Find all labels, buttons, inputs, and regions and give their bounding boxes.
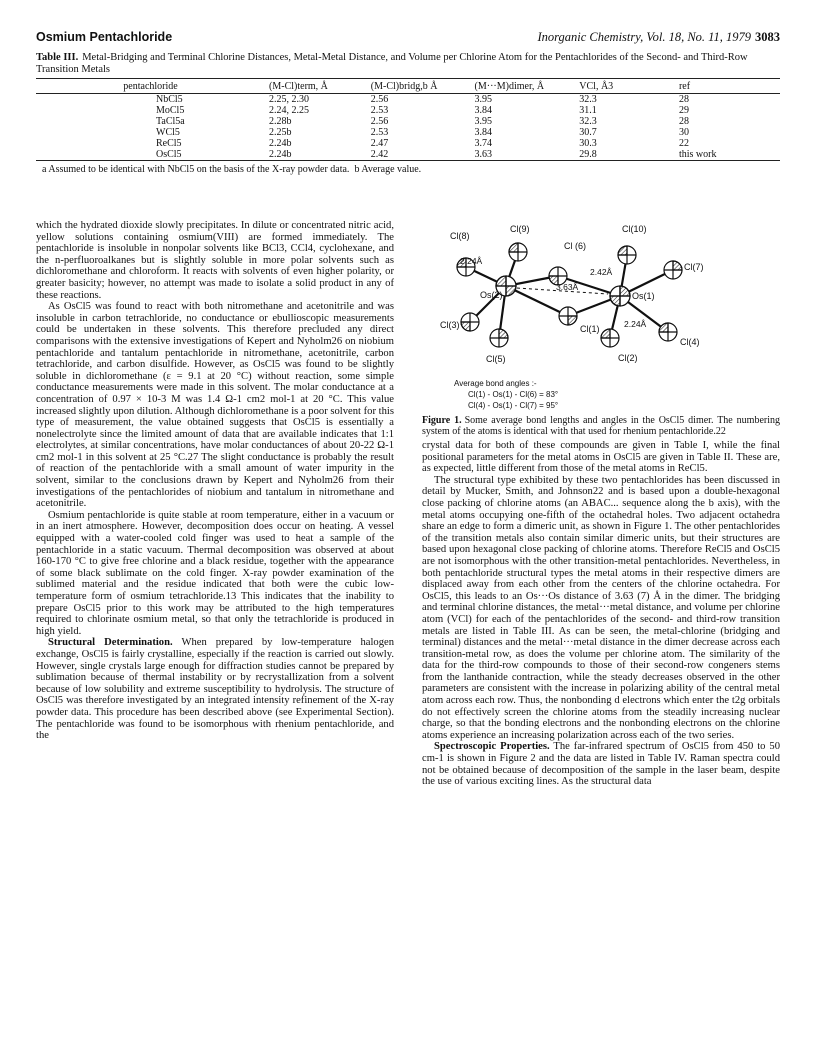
page-number: 3083 <box>755 30 780 44</box>
table-cell: 2.47 <box>370 138 389 149</box>
atom-cl4 <box>659 323 677 341</box>
table-cell: 30.7 <box>579 127 597 138</box>
table-cell: this work <box>675 149 780 161</box>
table-cell: 2.53 <box>370 127 389 138</box>
atom-label-os2: Os(2) <box>480 290 503 300</box>
atom-cl5 <box>490 329 508 347</box>
table-cell: 3.84 <box>474 127 493 138</box>
col-header-ref: ref <box>675 79 780 94</box>
atom-label-cl5: Cl(5) <box>486 354 506 364</box>
table-cell: 2.25b <box>269 127 292 138</box>
table-cell: 32.3 <box>579 94 597 105</box>
table-row <box>36 138 780 149</box>
table-footnotes <box>36 164 780 175</box>
atom-label-cl4: Cl(4) <box>680 337 700 347</box>
table-header-row <box>36 79 780 94</box>
bond-length-os-os: 3.63Å <box>556 282 579 292</box>
running-head <box>36 30 780 46</box>
atom-label-cl9: Cl(9) <box>510 224 530 234</box>
angle-cl4-os1-cl7: Cl(4) - Os(1) - Cl(7) = 95° <box>468 401 559 410</box>
paragraph: Osmium pentachloride is quite stable at room temperature, either in a vacuum or in an inert atmosphere. However, decomposition does occur on heating. A vessel equipped with a water-cooled cold finger was used to heat a sample of the pentachloride in a static vacuum. Thermal decomposition was observed at about 160-170 °C to give free chlorine and a black residue, together with the appearance of some black sublimate on the cold finger. X-ray powder examination of the sublimed material and the residue indicated that both were the cubic low-temperature form of osmium tetrachloride.13 This indicates that the inability to prepare OsCl5 prior to this work may be attributed to the high temperatures required to chlorinate osmium metal, so that only the tetrachloride is produced in high yield. <box>36 509 394 637</box>
section-heading: Spectroscopic Properties. <box>434 741 550 753</box>
table-cell: 28 <box>678 94 689 105</box>
running-head-title: Osmium Pentachloride <box>36 30 173 44</box>
table-cell: OsCl5 <box>36 149 265 161</box>
angles-title: Average bond angles :- <box>454 379 537 388</box>
table-row <box>36 105 780 116</box>
table-cell: WCl5 <box>156 127 180 138</box>
atom-label-cl2: Cl(2) <box>618 353 638 363</box>
table-cell: 2.25, 2.30 <box>269 94 310 105</box>
atom-os1 <box>610 286 630 306</box>
table-row <box>36 149 780 161</box>
table-cell: 2.24b <box>265 149 367 161</box>
table-cell: 30 <box>678 127 689 138</box>
table-cell: 2.56 <box>370 116 389 127</box>
bond-length-os1-cl2: 2.24Å <box>624 319 647 329</box>
atom-label-cl7: Cl(7) <box>684 262 704 272</box>
table-cell: NbCl5 <box>156 94 183 105</box>
table-cell: 3.95 <box>474 94 493 105</box>
table-row <box>36 116 780 127</box>
figure-1 <box>422 220 780 435</box>
paragraph-text: The far-infrared spectrum of OsCl5 from 450 to 50 cm-1 is shown in Figure 2 and the data are listed in Table IV. Raman spectra could not be obtained because of decomposition of the sample in the laser beam, despite the use of various exciting lines. As the structural data <box>422 741 780 788</box>
table-cell: 2.24b <box>269 138 292 149</box>
table-cell: 3.63 <box>471 149 576 161</box>
table-cell: 2.53 <box>370 105 389 116</box>
table-caption-text: Metal-Bridging and Terminal Chlorine Distances, Metal-Metal Distance, and Volume per Chlorine Atom for the Pentachlorides of the Second- and Third-Row Transition Metals <box>36 52 748 75</box>
table-cell: TaCl5a <box>156 116 185 127</box>
right-column <box>422 440 780 788</box>
table-iii-grid <box>36 78 780 161</box>
table-cell: MoCl5 <box>156 105 185 116</box>
table-cell: ReCl5 <box>156 138 182 149</box>
atom-cl10 <box>618 246 636 264</box>
table-caption <box>36 52 780 76</box>
table-cell: 29.8 <box>575 149 675 161</box>
table-cell: 3.84 <box>474 105 493 116</box>
section-heading: Structural Determination. <box>48 637 173 649</box>
atom-label-cl8: Cl(8) <box>450 231 470 241</box>
table-label: Table III. <box>36 52 79 63</box>
table-cell: 29 <box>678 105 689 116</box>
table-footnote-a: a Assumed to be identical with NbCl5 on the basis of the X-ray powder data. <box>42 164 350 175</box>
atom-cl9 <box>509 243 527 261</box>
paragraph-text: When prepared by low-temperature halogen exchange, OsCl5 is fairly crystalline, especially if the reaction is carried out slowly. However, single crystals large enough for diffraction studies cannot be prepared by sublimation because of thermal instability or by recrystallization from a solvent because of low solubility and extreme susceptibility to hydrolysis. The structure of OsCl5 was therefore investigated by an integrated intensity refinement of the X-ray powder data. This procedure has been described above (see Experimental Section). The pentachloride was found to be isomorphous with rhenium pentachloride, and the <box>36 637 394 742</box>
atom-label-cl1: Cl(1) <box>580 324 600 334</box>
table-cell: 28 <box>678 116 689 127</box>
bond-length-os2-cl8: 2.24Å <box>460 256 483 266</box>
osmium-dimer-diagram <box>422 220 780 380</box>
table-cell: 32.3 <box>579 116 597 127</box>
bond-length-os1-cl6: 2.42Å <box>590 267 613 277</box>
paragraph: The structural type exhibited by these two pentachlorides has been discussed in detail by Mucker, Smith, and Johnson22 and is based upon a double-hexagonal close packing of chlorine atoms (an ABAC... sequence along the b axis), with the metal atoms occupying one-fifth of the octahedral holes. Two adjacent octahedra share an edge to form a dimeric unit, as shown in Figure 1. The other pentachlorides of the transition metals also contain similar dimeric units, but their structures are based upon hexagonal close packing of chlorine atoms. Therefore ReCl5 and OsCl5 are not isomorphous with the other transition-metal pentachlorides. Nevertheless, in both pentachloride structural types the metal atoms in their respective dimers are displaced away from each other from the centers of the chlorine octahedra. For OsCl5, this leads to an Os···Os distance of 3.63 (7) Å in the dimer. The bridging and terminal chlorine distances, the metal···metal distance, and volume per chlorine atom (VCl) for each of the pentachlorides of the second- and third-row transition metals are listed in Table III. As can be seen, the metal-chlorine (bridging and terminal) distances and the metal···metal distance in the dimer decrease across each transition-metal row, as does the volume per chlorine atom. The similarity of the data for the third-row compounds to those of their second-row congeners stems from the lanthanide contraction, while the steady decreases observed in the other parameters are consistent with the increase in polarizing ability of the central metal atom across each row. Thus, the nonbonding d electrons which enter the t2g orbitals do not effectively screen the chlorine atoms from the steadily increasing nuclear charge, so that the bonding electrons and the nonbonding electrons on the chlorine atoms experience an increasing polarization across each of the two series. <box>422 474 780 741</box>
bond-angles-legend <box>454 378 558 411</box>
col-header-term: (M-Cl)term, Å <box>265 79 367 94</box>
atom-label-cl10: Cl(10) <box>622 224 647 234</box>
atom-cl1 <box>559 307 577 325</box>
table-cell: 31.1 <box>579 105 597 116</box>
paragraph: crystal data for both of these compounds are given in Table I, while the final positional parameters for the metal atoms in OsCl5 are given in Table II. These are, as expected, little different from those of the metal atoms in ReCl5. <box>422 440 780 475</box>
atom-label-cl6: Cl (6) <box>564 241 586 251</box>
col-header-vcl: VCl, Å3 <box>575 79 675 94</box>
table-row <box>36 127 780 138</box>
table-cell: 2.42 <box>367 149 471 161</box>
paragraph-spectroscopic-properties <box>422 741 780 787</box>
running-head-journal <box>537 30 780 45</box>
col-header-pentachloride: pentachloride <box>36 79 265 94</box>
figure-caption <box>422 415 780 437</box>
paragraph: As OsCl5 was found to react with both nitromethane and acetonitrile and was insoluble in carbon tetrachloride, no conductance or ebullioscopic measurements could be undertaken in these solvents. This therefore precluded any direct comparisons with the extensive investigations of Kepert and Nyholm26 on niobium pentachloride and tantalum pentachloride in nitromethane, acetonitrile, carbon tetrachloride, and carbon disulfide. However, as OsCl5 was found to be slightly soluble in dichloromethane (ε = 9.1 at 20 °C) without reaction, some simple conductance measurements were made in this solvent. The molar conductance at a concentration of 0.97 × 10-3 M was 1.4 Ω-1 cm2 mol-1 at 20 °C. This value increased slightly upon dilution. Although dichloromethane is a poor solvent for this type of measurement, the value obtained suggests that OsCl5 is essentially a nonelectrolyte since the limited amount of data that are available indicates that 1:1 electrolytes, at similar concentrations, have molar conductances of about 20-22 Ω-1 cm2 mol-1 in this solvent at 25 °C.27 The slight conductance is probably the result of reaction of the pentachloride with a small amount of water impurity in the solvent, similar to the conclusions drawn by Kepert and Nyholm26 from their investigations of the pentachlorides of niobium and tantalum in nitromethane and acetonitrile. <box>36 301 394 510</box>
paragraph-structural-determination <box>36 637 394 741</box>
atom-cl2 <box>601 329 619 347</box>
table-cell: 30.3 <box>579 138 597 149</box>
table-cell: 2.28b <box>269 116 292 127</box>
journal-citation: Inorganic Chemistry, Vol. 18, No. 11, 1979 <box>537 30 751 44</box>
table-cell: 3.95 <box>474 116 493 127</box>
atom-label-cl3: Cl(3) <box>440 320 460 330</box>
table-cell: 2.24, 2.25 <box>269 105 310 116</box>
paragraph: which the hydrated dioxide slowly precipitates. In dilute or concentrated nitric acid, yellow solutions containing osmium(VIII) are formed immediately. The pentachloride is insoluble in nonpolar solvents like BCl3, CCl4, cyclohexane, and the n-perfluoroalkanes but is slightly soluble in more polar solvents such as dichloromethane and chloroform. It reacts with solvents of even higher polarity, or greater basicity; however, no attempt was made to isolate a solid product in any of these reactions. <box>36 220 394 301</box>
table-row <box>36 94 780 106</box>
left-column <box>36 220 394 742</box>
atom-label-os1: Os(1) <box>632 291 655 301</box>
figure-label: Figure 1. <box>422 415 462 426</box>
table-cell: 2.56 <box>370 94 389 105</box>
atom-cl7 <box>664 261 682 279</box>
table-cell: 22 <box>678 138 689 149</box>
table-footnote-b: b Average value. <box>354 164 422 175</box>
col-header-dimer: (M···M)dimer, Å <box>471 79 576 94</box>
col-header-bridg: (M-Cl)bridg,b Å <box>367 79 471 94</box>
angle-cl1-os1-cl6: Cl(1) - Os(1) - Cl(6) = 83° <box>468 390 559 399</box>
table-iii <box>36 52 780 175</box>
table-cell: 3.74 <box>474 138 493 149</box>
figure-caption-text: Some average bond lengths and angles in the OsCl5 dimer. The numbering system of the atoms is identical with that used for rhenium pentachloride.22 <box>422 415 780 437</box>
atom-cl3 <box>461 313 479 331</box>
